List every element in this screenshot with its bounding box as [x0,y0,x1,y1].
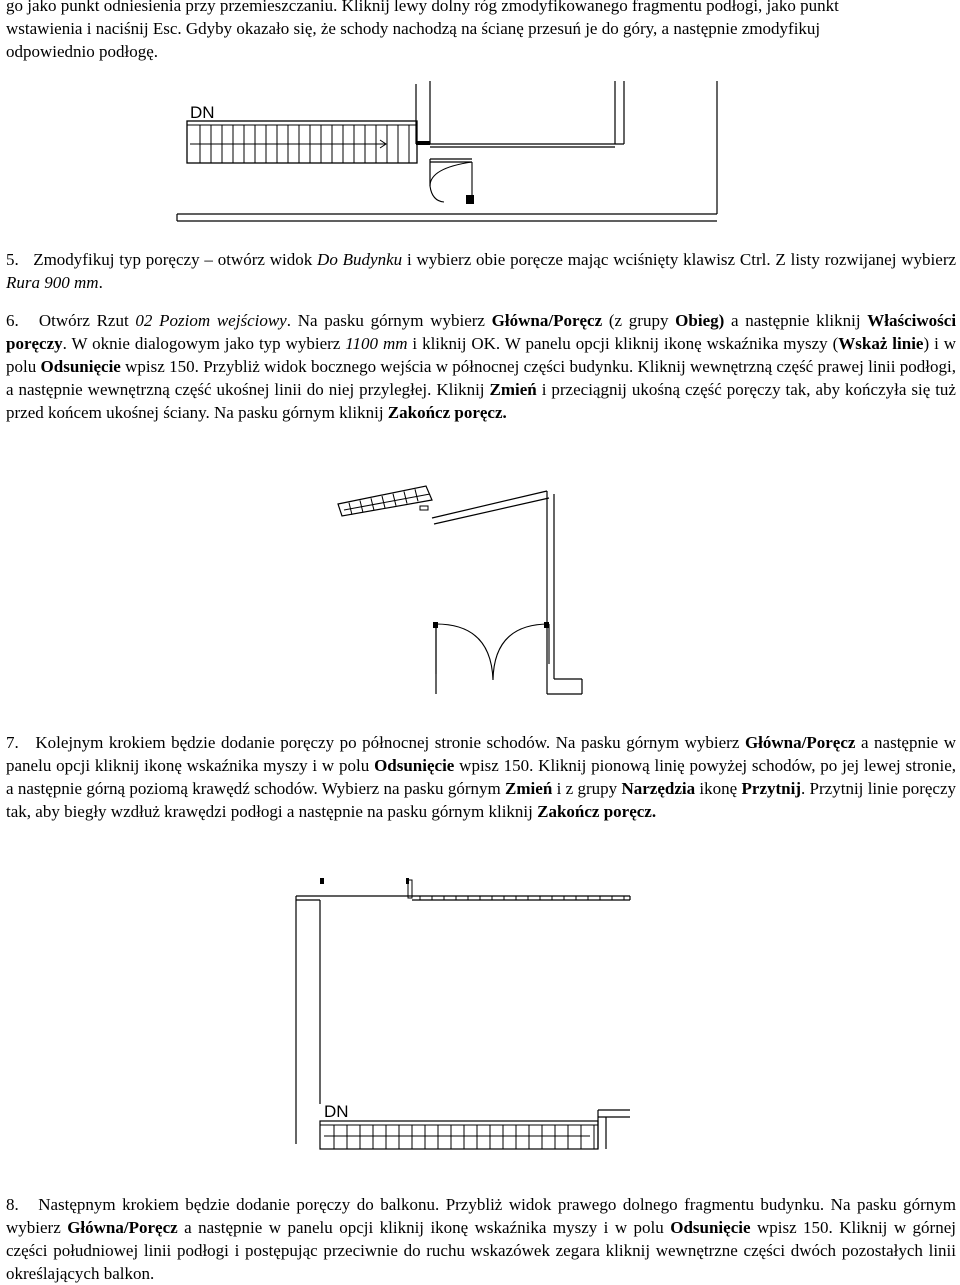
stair-down-label: DN [190,103,215,122]
figure-north-railing-plan [290,874,640,1164]
floor-plan-drawing-3 [290,874,640,1164]
intro-paragraph: go jako punkt odniesienia przy przemieszczaniu. Kliknij lewy dolny róg zmodyfikowanego fragmentu podłogi, jako punkt wstawienia i naciśnij Esc. Gdyby okazało się, że schody nachodzą na ścianę przesuń je do góry, a następnie zmodyfikuj odpowiednio podłogę. [6,0,839,61]
figure-diagonal-railing-plan [336,484,586,696]
figure-stairs-door-plan [172,76,732,226]
floor-plan-drawing-2 [336,484,586,696]
floor-plan-drawing-1 [172,76,732,226]
step-8-paragraph: 8. Następnym krokiem będzie dodanie poręczy do balkonu. Przybliż widok prawego dolnego fragmentu budynku. Na pasku górnym wybierz Główna/Poręcz a następnie w panelu opcji kliknij ikonę wskaźnika myszy i w polu Odsunięcie wpisz 150. Kliknij w górnej części południowej linii podłogi i postępując przeciwnie do ruchu wskazówek zegara kliknij wewnętrzne części dwóch pozostałych linii określających balkon. [6,1195,957,1283]
step-5-paragraph: 5. Zmodyfikuj typ poręczy – otwórz widok Do Budynku i wybierz obie poręcze mając wciśnięty klawisz Ctrl. Z listy rozwijanej wybierz Rura 900 mm. [6,250,957,292]
step-7-paragraph: 7. Kolejnym krokiem będzie dodanie poręczy po północnej stronie schodów. Na pasku górnym wybierz Główna/Poręcz a następnie w panelu opcji kliknij ikonę wskaźnika myszy i w polu Odsunięcie wpisz 150. Kliknij pionową linię powyżej schodów, po jej lewej stronie, a następnie górną poziomą krawędź schodów. Wybierz na pasku górnym Zmień i z grupy Narzędzia ikonę Przytnij. Przytnij linie poręczy tak, aby biegły wzdłuż krawędzi podłogi a następnie na pasku górnym kliknij Zakończ poręcz. [6,733,957,821]
step-6-paragraph: 6. Otwórz Rzut 02 Poziom wejściowy. Na pasku górnym wybierz Główna/Poręcz (z grupy Obieg) a następnie kliknij Właściwości poręczy. W oknie dialogowym jako typ wybierz 1100 mm i kliknij OK. W panelu opcji kliknij ikonę wskaźnika myszy (Wskaż linie) i w polu Odsunięcie wpisz 150. Przybliż widok bocznego wejścia w północnej części budynku. Kliknij wewnętrzną część prawej linii podłogi, a następnie wewnętrzną część ukośnej linii do niej przyległej. Kliknij Zmień i przeciągnij ukośną część poręczy tak, aby kończyła się tuż przed końcem ukośnej ściany. Na pasku górnym kliknij Zakończ poręcz. [6,311,957,422]
stair-down-label: DN [324,1102,349,1121]
